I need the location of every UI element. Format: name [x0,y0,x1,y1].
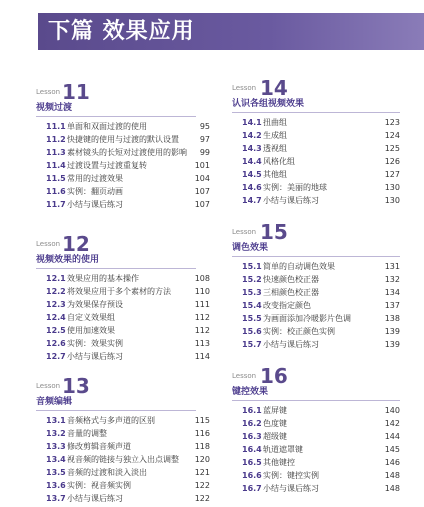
lesson-16 [232,362,400,495]
item-title: 改变指定颜色 [263,301,311,310]
item-number: 16.5 [242,458,262,467]
item-number: 15.5 [242,314,262,323]
toc-item[interactable] [232,417,400,430]
item-number: 14.1 [242,118,262,127]
item-number: 16.1 [242,406,262,415]
item-page: 130 [384,183,400,192]
item-number: 14.7 [242,196,262,205]
item-page: 146 [384,458,400,467]
item-title: 实例：视音频实例 [67,481,131,490]
item-number: 13.3 [46,442,66,451]
item-page: 116 [194,429,210,438]
item-page: 110 [194,287,210,296]
item-page: 111 [194,300,210,309]
lesson-number: 12 [62,232,90,256]
item-number: 12.7 [46,352,66,361]
item-title: 为画面添加冷暖影片色调 [263,314,351,323]
toc-item[interactable] [36,133,210,146]
toc-item[interactable] [232,129,400,142]
toc-item[interactable] [232,168,400,181]
item-title: 小结与课后练习 [67,494,123,503]
item-page: 125 [384,144,400,153]
item-page: 108 [194,274,210,283]
item-number: 16.4 [242,445,262,454]
lesson-15 [232,218,400,351]
item-title: 小结与课后练习 [263,484,319,493]
item-number: 11.4 [46,161,66,170]
item-page: 142 [384,419,400,428]
item-number: 11.3 [46,148,66,157]
item-title: 视音频的链接与独立入出点调整 [67,455,179,464]
item-title: 音量的调整 [67,429,107,438]
item-title: 超级键 [263,432,287,441]
lesson-divider [232,112,400,113]
item-number: 13.7 [46,494,66,503]
item-title: 生成组 [263,131,287,140]
item-page: 137 [384,301,400,310]
lesson-header [36,372,196,398]
item-number: 12.1 [46,274,66,283]
item-number: 14.4 [242,157,262,166]
item-title: 过渡设置与过渡重复转 [67,161,147,170]
lesson-number: 15 [260,220,288,244]
item-number: 11.5 [46,174,66,183]
item-number: 16.6 [242,471,262,480]
lesson-title: 音频编辑 [36,397,73,407]
item-number: 14.6 [242,183,262,192]
item-title: 三相颜色校正器 [263,288,319,297]
item-number: 12.3 [46,300,66,309]
item-title: 小结与课后练习 [67,352,123,361]
item-page: 148 [384,471,400,480]
item-title: 为效果保存预设 [67,300,123,309]
toc-item[interactable] [36,453,210,466]
lesson-header [36,230,196,256]
item-title: 音频的过渡和淡入淡出 [67,468,147,477]
item-title: 实例：效果实例 [67,339,123,348]
item-number: 11.6 [46,187,66,196]
toc-item[interactable] [232,116,400,129]
item-title: 实例：键控实例 [263,471,319,480]
toc-item[interactable] [232,273,400,286]
toc-item[interactable] [232,469,400,482]
item-title: 自定义效果组 [67,313,115,322]
item-number: 14.2 [242,131,262,140]
toc-item[interactable] [36,311,210,324]
toc-item[interactable] [232,443,400,456]
item-page: 123 [384,118,400,127]
item-number: 15.6 [242,327,262,336]
item-page: 127 [384,170,400,179]
item-title: 快捷键的使用与过渡的默认设置 [67,135,179,144]
item-number: 13.4 [46,455,66,464]
item-title: 简单的自动调色效果 [263,262,335,271]
toc-item[interactable] [36,185,210,198]
toc-item[interactable] [232,325,400,338]
toc-item[interactable] [36,159,210,172]
toc-item[interactable] [232,142,400,155]
lesson-header [232,74,400,100]
item-page: 112 [194,313,210,322]
lesson-divider [232,400,400,401]
item-page: 139 [384,340,400,349]
toc-item[interactable] [36,427,210,440]
item-page: 130 [384,196,400,205]
lesson-label: Lesson [36,240,61,248]
item-number: 13.2 [46,429,66,438]
item-number: 12.5 [46,326,66,335]
item-number: 13.6 [46,481,66,490]
toc-item[interactable] [232,430,400,443]
item-page: 114 [194,352,210,361]
item-page: 138 [384,314,400,323]
item-title: 扭曲组 [263,118,287,127]
item-title: 常用的过渡效果 [67,174,123,183]
lesson-header [36,78,196,104]
item-page: 144 [384,432,400,441]
lesson-number: 14 [260,76,288,100]
item-page: 97 [199,135,210,144]
toc-item[interactable] [36,492,210,505]
item-number: 16.2 [242,419,262,428]
item-page: 148 [384,484,400,493]
item-title: 其他组 [263,170,287,179]
item-number: 14.5 [242,170,262,179]
page-title: 下篇 效果应用 [48,19,195,44]
toc-item[interactable] [36,146,210,159]
lesson-divider [232,256,400,257]
item-title: 色度键 [263,419,287,428]
toc-item[interactable] [232,482,400,495]
item-title: 快速颜色校正器 [263,275,319,284]
item-number: 15.1 [242,262,262,271]
item-page: 99 [199,148,210,157]
item-number: 11.2 [46,135,66,144]
toc-item[interactable] [232,299,400,312]
lesson-number: 13 [62,374,90,398]
item-number: 11.7 [46,200,66,209]
item-page: 101 [194,161,210,170]
item-page: 120 [194,455,210,464]
item-page: 118 [194,442,210,451]
item-number: 12.4 [46,313,66,322]
toc-item[interactable] [36,198,210,211]
toc-item[interactable] [232,181,400,194]
item-page: 131 [384,262,400,271]
item-number: 15.4 [242,301,262,310]
toc-item[interactable] [36,324,210,337]
lesson-11 [36,78,210,211]
item-page: 113 [194,339,210,348]
lesson-title: 视频效果的使用 [36,255,100,265]
toc-item[interactable] [232,194,400,207]
lesson-14 [232,74,400,207]
item-page: 140 [384,406,400,415]
item-title: 实例：校正颜色实例 [263,327,335,336]
toc-item[interactable] [36,350,210,363]
item-page: 145 [384,445,400,454]
item-number: 11.1 [46,122,66,131]
item-number: 14.3 [242,144,262,153]
item-page: 107 [194,200,210,209]
toc-item[interactable] [36,440,210,453]
item-page: 132 [384,275,400,284]
item-number: 13.1 [46,416,66,425]
item-number: 16.3 [242,432,262,441]
item-page: 124 [384,131,400,140]
item-number: 15.3 [242,288,262,297]
lesson-divider [36,410,196,411]
item-title: 修改剪辑音频声道 [67,442,131,451]
item-title: 小结与课后练习 [263,196,319,205]
toc-item[interactable] [36,414,210,427]
lesson-label: Lesson [36,88,61,96]
toc-item[interactable] [36,172,210,185]
item-title: 实例：翻页动画 [67,187,123,196]
item-page: 134 [384,288,400,297]
item-page: 115 [194,416,210,425]
lesson-label: Lesson [232,372,257,380]
item-number: 15.2 [242,275,262,284]
item-number: 12.6 [46,339,66,348]
lesson-divider [36,116,196,117]
toc-item[interactable] [232,286,400,299]
item-title: 小结与课后练习 [67,200,123,209]
item-page: 95 [199,122,210,131]
lesson-12 [36,230,210,363]
item-title: 素材镜头的长短对过渡使用的影响 [67,148,187,157]
item-title: 使用加速效果 [67,326,115,335]
toc-item[interactable] [232,338,400,351]
toc-item[interactable] [232,404,400,417]
lesson-number: 11 [62,80,90,104]
item-number: 13.5 [46,468,66,477]
toc-item[interactable] [232,312,400,325]
item-title: 实例：美丽的地球 [263,183,327,192]
toc-item[interactable] [36,285,210,298]
item-page: 122 [194,494,210,503]
item-title: 轨道遮罩键 [263,445,303,454]
toc-item[interactable] [36,298,210,311]
item-number: 12.2 [46,287,66,296]
item-page: 107 [194,187,210,196]
lesson-header [232,362,400,388]
item-page: 122 [194,481,210,490]
toc-item[interactable] [36,337,210,350]
item-page: 139 [384,327,400,336]
toc-item[interactable] [36,272,210,285]
toc-item[interactable] [232,456,400,469]
item-page: 121 [194,468,210,477]
toc-item[interactable] [36,479,210,492]
item-title: 风格化组 [263,157,295,166]
lesson-divider [36,268,196,269]
toc-item[interactable] [232,260,400,273]
item-title: 效果应用的基本操作 [67,274,139,283]
item-title: 透视组 [263,144,287,153]
lesson-13 [36,372,210,505]
lesson-title: 视频过渡 [36,103,73,113]
lesson-label: Lesson [232,228,257,236]
item-title: 单面和双面过渡的使用 [67,122,147,131]
toc-item[interactable] [36,466,210,479]
lesson-title: 键控效果 [232,387,269,397]
item-number: 16.7 [242,484,262,493]
lesson-title: 认识各组视频效果 [232,99,305,109]
item-title: 将效果应用于多个素材的方法 [67,287,171,296]
item-title: 蓝屏键 [263,406,287,415]
lesson-header [232,218,400,244]
item-page: 112 [194,326,210,335]
toc-item[interactable] [36,120,210,133]
lesson-label: Lesson [232,84,257,92]
item-page: 126 [384,157,400,166]
item-number: 15.7 [242,340,262,349]
toc-item[interactable] [232,155,400,168]
item-title: 小结与课后练习 [263,340,319,349]
lesson-label: Lesson [36,382,61,390]
lesson-number: 16 [260,364,288,388]
item-title: 其他键控 [263,458,295,467]
item-title: 音频格式与多声道的区别 [67,416,155,425]
item-page: 104 [194,174,210,183]
lesson-title: 调色效果 [232,243,269,253]
